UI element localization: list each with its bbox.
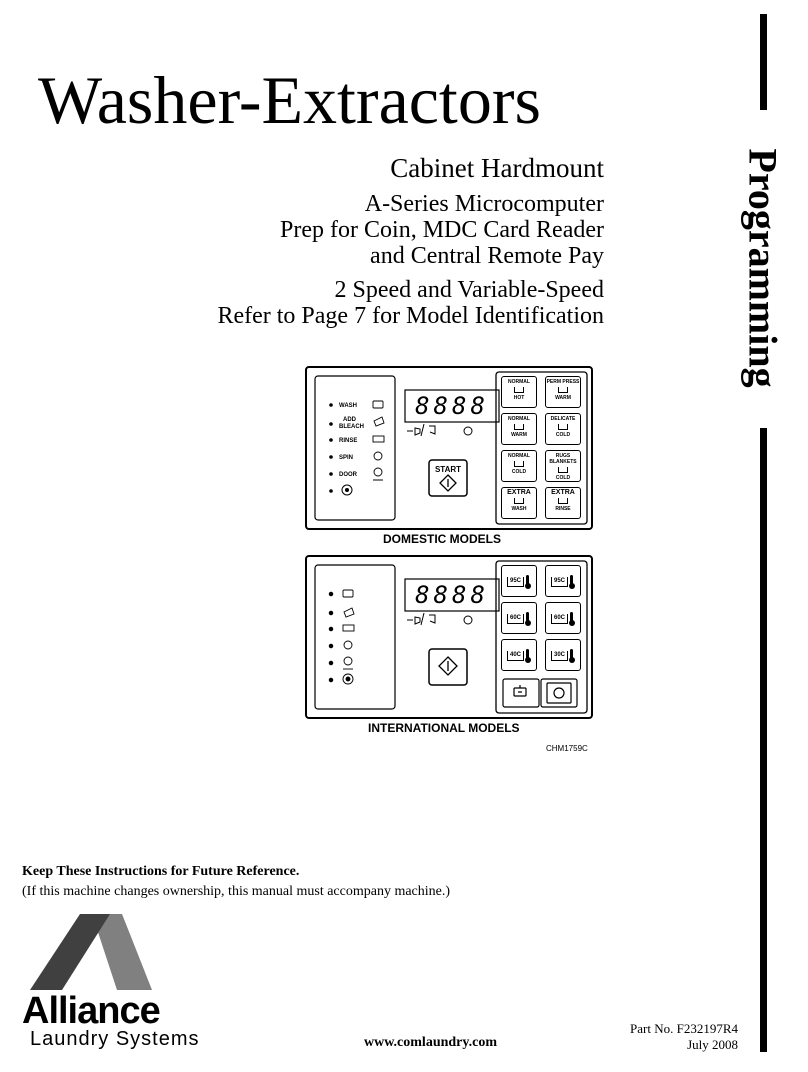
- thermometer-bulb-icon: [525, 583, 531, 589]
- ownership-note: (If this machine changes ownership, this manual must accompany machine.): [22, 884, 451, 899]
- temperature-button[interactable]: [501, 565, 537, 597]
- status-label-wash: WASH: [339, 403, 357, 409]
- temperature-label: 95C: [507, 577, 524, 587]
- cycle-button-bottom-label: COLD: [555, 475, 571, 481]
- thermometer-bulb-icon: [569, 583, 575, 589]
- cycle-button-top-label: EXTRA: [551, 489, 575, 496]
- temperature-button[interactable]: [501, 639, 537, 671]
- temperature-label: 60C: [551, 614, 568, 624]
- document-subtitle: Cabinet Hardmount: [390, 153, 604, 183]
- thermometer-bulb-icon: [525, 657, 531, 663]
- wash-tub-icon: [514, 461, 524, 467]
- cycle-button-bottom-label: RINSE: [555, 506, 571, 512]
- status-label-bleach: BLEACH: [339, 424, 364, 430]
- temperature-label: 95C: [551, 577, 568, 587]
- wash-tub-icon: [514, 424, 524, 430]
- brand-tagline: Laundry Systems: [30, 1028, 200, 1050]
- brand-name: Alliance: [22, 990, 160, 1032]
- wash-tub-icon: [558, 498, 568, 504]
- wash-tub-icon: [514, 498, 524, 504]
- cycle-button[interactable]: [501, 413, 537, 445]
- description-line: A-Series Microcomputer: [364, 191, 604, 217]
- cycle-button[interactable]: [545, 450, 581, 482]
- thermometer-bulb-icon: [569, 657, 575, 663]
- cycle-button-top-label: PERM PRESS: [546, 379, 580, 385]
- temperature-label: 30C: [551, 651, 568, 661]
- thermometer-bulb-icon: [569, 620, 575, 626]
- description-line: Prep for Coin, MDC Card Reader: [280, 217, 604, 243]
- cycle-button[interactable]: [545, 487, 581, 519]
- description-line: Refer to Page 7 for Model Identification: [217, 303, 604, 329]
- cycle-button-top-label: NORMAL: [508, 416, 530, 422]
- international-display: 8888: [415, 581, 489, 609]
- figure-code: CHM1759C: [546, 744, 588, 753]
- status-label-rinse: RINSE: [339, 438, 358, 444]
- international-control-panel: [305, 555, 593, 735]
- side-rule-top: [760, 14, 767, 110]
- description-line: and Central Remote Pay: [370, 243, 604, 269]
- cycle-button-bottom-label: HOT: [513, 395, 525, 401]
- start-label: START: [434, 465, 462, 474]
- cycle-button[interactable]: [545, 413, 581, 445]
- thermometer-bulb-icon: [525, 620, 531, 626]
- section-tab: [731, 120, 795, 416]
- status-label-spin: SPIN: [339, 455, 354, 461]
- part-number: Part No. F232197R4: [630, 1021, 738, 1036]
- domestic-caption: DOMESTIC MODELS: [383, 532, 502, 546]
- cycle-button-top-label: NORMAL: [508, 379, 530, 385]
- domestic-control-panel: [305, 366, 593, 546]
- temperature-button[interactable]: [501, 602, 537, 634]
- publication-date: July 2008: [687, 1037, 738, 1052]
- status-label-add: ADD: [343, 417, 356, 423]
- wash-tub-icon: [558, 387, 568, 393]
- temperature-button[interactable]: [545, 639, 581, 671]
- domestic-display: 8888: [415, 392, 489, 420]
- cycle-button-top-label: EXTRA: [507, 489, 531, 496]
- cycle-button-bottom-label: WASH: [511, 506, 527, 512]
- temperature-label: 40C: [507, 651, 524, 661]
- cycle-button-top-label: RUGS BLANKETS: [549, 453, 577, 465]
- website-link[interactable]: www.comlaundry.com: [364, 1035, 497, 1050]
- keep-instructions: Keep These Instructions for Future Reference.: [22, 864, 300, 879]
- temperature-button[interactable]: [545, 602, 581, 634]
- cycle-button-bottom-label: COLD: [511, 469, 527, 475]
- cycle-button[interactable]: [501, 376, 537, 408]
- cycle-button-bottom-label: WARM: [555, 395, 571, 401]
- wash-tub-icon: [514, 387, 524, 393]
- status-label-door: DOOR: [339, 472, 357, 478]
- cycle-button[interactable]: [501, 487, 537, 519]
- cycle-button[interactable]: [545, 376, 581, 408]
- cycle-button-top-label: NORMAL: [508, 453, 530, 459]
- temperature-label: 60C: [507, 614, 524, 624]
- cycle-button[interactable]: [501, 450, 537, 482]
- cycle-button-bottom-label: WARM: [511, 432, 527, 438]
- temperature-button[interactable]: [545, 565, 581, 597]
- document-title: Washer-Extractors: [38, 62, 541, 138]
- international-caption: INTERNATIONAL MODELS: [368, 721, 520, 735]
- section-tab-label: Programming: [740, 148, 786, 388]
- cycle-button-top-label: DELICATE: [550, 416, 576, 422]
- wash-tub-icon: [558, 424, 568, 430]
- wash-tub-icon: [558, 467, 568, 473]
- cycle-button-bottom-label: COLD: [555, 432, 571, 438]
- side-rule-bottom: [760, 428, 767, 1052]
- description-line: 2 Speed and Variable-Speed: [334, 277, 604, 303]
